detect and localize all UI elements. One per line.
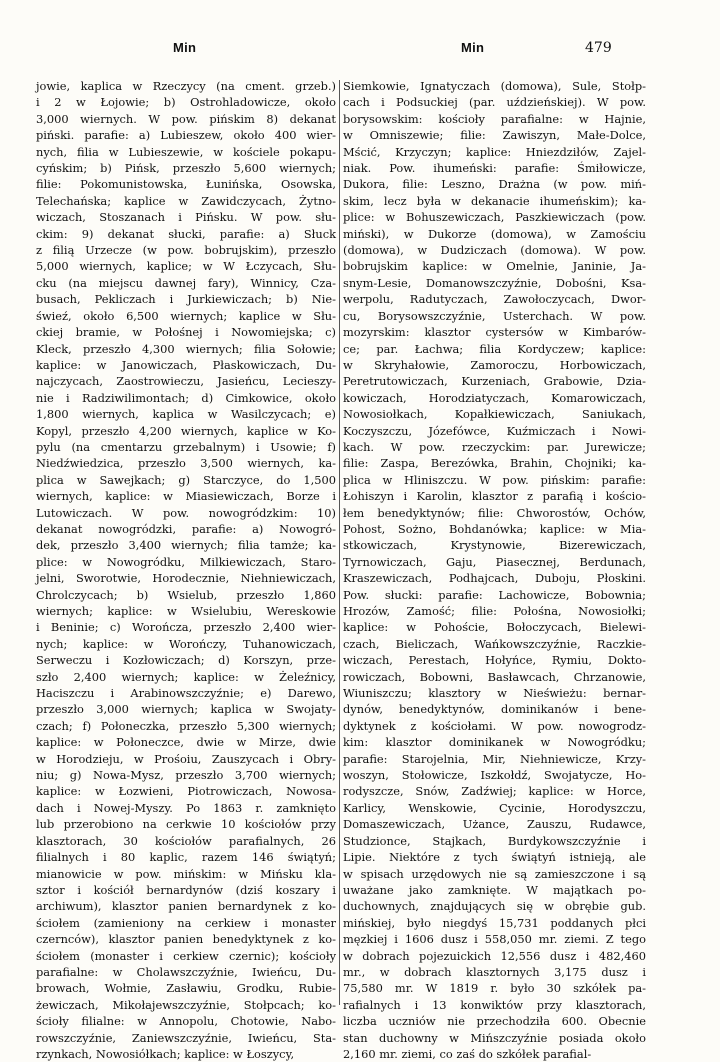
text-line: 75,580 mr. W 1819 r. było 30 szkółek pa- [343,981,646,996]
text-line: Koczyszczu, Józefówce, Kuźmiczach i Nowi- [343,423,646,438]
column-divider [339,80,340,1005]
text-line: stkowiczach, Krystynowie, Bizerewiczach, [343,538,646,553]
right-text-column [343,78,646,1061]
text-line: Telechańska; kaplice w Zawidczycach, Żytno- [36,193,336,208]
text-line: borysowskim: kościoły parafialne: w Hajnie, [343,111,646,126]
text-line: 2,160 mr. ziemi, co zaś do szkółek parafial- [343,1046,592,1061]
running-head-right: Min [461,40,485,55]
text-line: 1,800 wiernych, kaplica w Wasilczycach; e) [36,407,336,422]
text-line: Hrozów, Zamość; filie: Połośna, Nowosiołki; [343,604,646,618]
text-line: duchownych, znajdujących się w obrębie gub. [343,899,646,914]
text-line: niu; g) Nowa-Mysz, przeszło 3,700 wiernych; [36,768,336,783]
text-line: plica w Sawejkach; g) Starczyce, do 1,500 [36,472,336,487]
text-line: kaplice: w Połoneczce, dwie w Mirze, dwie [36,735,336,750]
text-line: Domaszewiczach, Użance, Zauszu, Rudawce, [343,817,646,832]
text-line: Pohost, Sożno, Bohdanówka; kaplice: w Mia- [343,521,646,536]
text-line: cku (na miejscu dawnej fary), Winnicy, Cza- [36,275,336,290]
text-line: browach, Wołmie, Zasławiu, Grodku, Rubie- [36,981,336,996]
text-line: skim, lecz była w dekanacie ihumeńskim); ka- [343,193,646,208]
text-line: mińskiej, było niegdyś 15,731 poddanych płci [343,915,646,930]
text-line: i 2 w Łojowie; b) Ostrohladowicze, około [36,95,336,110]
text-line: wiczach, Perestach, Hołyńce, Rymiu, Dokto- [343,653,646,668]
text-line: cach i Podsuckiej (par. uździeńskiej). W pow. [343,95,646,110]
text-line: rodyszcze, Snów, Zadźwiej; kaplice: w Horce, [343,784,646,799]
text-line: plica w Hliniszczu. W pow. pińskim: parafie: [343,472,646,487]
text-line: z filią Urzecze (w pow. bobrujskim), przeszło [36,243,336,258]
text-line: Studzionce, Stajkach, Burdykowszczyźnie i [343,833,646,848]
text-line: szło 2,400 wiernych; kaplice: w Żeleźnicy, [36,669,336,684]
text-line: 3,000 wiernych. W pow. pińskim 8) dekanat [36,111,336,126]
text-line: najczycach, Zaostrowieczu, Jasieńcu, Lecieszy- [36,374,336,389]
text-line: dek, przeszło 3,400 wiernych; filia tamże; ka- [36,538,336,553]
text-line: archiwum), klasztor panien bernardynek z ko- [36,899,336,914]
text-line: klasztorach, 30 kościołów parafialnych, 26 [36,833,336,848]
text-line: kach. W pow. rzeczyckim: par. Jurewicze; [343,439,646,454]
text-line: busach, Pekliczach i Jurkiewiczach; b) Nie- [36,292,336,307]
text-line: rzynkach, Nowosiółkach; kaplice: w Łoszycy, [36,1046,295,1061]
text-line: męzkiej i 1606 dusz i 558,050 mr. ziemi. Z tego [343,932,646,947]
text-line: rowszczyźnie, Zaniewszczyźnie, Iwieńcu, Sta- [36,1030,336,1045]
text-line: Mścić, Krzyczyn; kaplice: Hniezdziłów, Zajel- [343,144,646,159]
text-line: dekanat nowogródzki, parafie: a) Nowogró- [36,521,336,536]
text-line: 5,000 wiernych, kaplice; w W Łczycach, Słu- [36,259,336,274]
text-line: ścioły filialne: w Annopolu, Chotowie, Nabo- [36,1014,336,1029]
text-line: kaplice: w Łozwieni, Piotrowiczach, Nowosa- [36,784,336,799]
text-line: nych; kaplice: w Worończy, Tuhanowiczach, [36,636,336,651]
text-line: Siemkowie, Ignatyczach (domowa), Sule, Stołp- [343,79,646,93]
text-line: kim: klasztor dominikanek w Nowogródku; [343,735,646,750]
text-line: łem benedyktynów; filie: Chworostów, Ochów, [343,505,646,520]
text-line: mianowicie w pow. mińskim: w Mińsku kla- [36,866,336,881]
text-line: Chrolczycach; b) Wsielub, przeszło 1,860 [36,587,336,602]
text-line: w Horodzieju, w Prośoiu, Zauszycach i Obry- [36,751,336,766]
text-line: sztor i kościół bernardynów (dziś koszary i [36,882,336,897]
text-line: świeź, około 6,500 wiernych; kaplice w Słu- [36,308,336,323]
text-line: Haciszczu i Arabinowszczyźnie; e) Darewo, [36,686,336,701]
text-line: wiczach, Stoszanach i Pińsku. W pow. słu- [36,210,336,225]
page-number: 479 [585,40,612,56]
text-line: filialnych i 80 kaplic, razem 146 świątyń; [36,850,336,865]
text-line: ściołem (monaster i cerkiew czernic); kościoły [36,948,336,963]
text-line: plice: w Nowogródku, Milkiewiczach, Staro- [36,554,336,569]
text-line: Lipie. Niektóre z tych świątyń istnieją, ale [343,850,646,865]
text-line: bobrujskim kaplice: w Omelnie, Janinie, Ja- [343,259,646,274]
text-line: woszyn, Stołowicze, Iszkołdź, Swojatycze, Ho- [343,768,646,783]
text-line: filie: Pokomunistowska, Łunińska, Osowska, [36,177,336,192]
text-line: Serweczu i Kozłowiczach; d) Korszyn, prze- [36,653,336,668]
text-line: uważane jako zamknięte. W majątkach po- [343,882,646,897]
text-line: cyńskim; b) Pińsk, przeszło 5,600 wiernych; [36,161,336,176]
text-line: czach, Bieliczach, Wańkowszczyźnie, Raczkie- [343,636,646,651]
text-line: czernców), klasztor panien benedyktynek z ko- [36,932,336,947]
text-line: niak. Pow. ihumeński: parafie: Śmiłowicze, [343,161,646,176]
text-line: ckim: 9) dekanat słucki, parafie: a) Słuck [36,226,336,241]
text-line: Karlicy, Wenskowie, Cycinie, Horodyszczu, [343,800,646,815]
text-line: mr., w dobrach klasztornych 3,175 dusz i [343,964,646,979]
text-line: rafialnych i 13 konwiktów przy klasztorach, [343,997,646,1012]
text-line: filie: Zaspa, Berezówka, Brahin, Chojniki; ka- [343,456,646,471]
text-line: ce; par. Łachwa; filia Kordyczew; kaplice: [343,341,646,356]
text-line: w spisach urzędowych nie są zamieszczone i są [343,866,646,881]
text-line: jelni, Sworotwie, Horodecznie, Niehniewiczach, [36,571,336,586]
text-line: Pow. słucki: parafie: Lachowicze, Bobownia; [343,587,646,602]
text-line: Wiuniszczu; klasztory w Nieświeżu: bernar- [343,686,646,701]
text-line: (domowa), w Dudziczach (domowa). W pow. [343,243,646,258]
text-line: Tyrnowiczach, Gaju, Piasecznej, Berdunach, [343,554,646,569]
text-line: w Omniszewie; filie: Zawiszyn, Małe-Dolce, [343,128,646,143]
text-line: jowie, kaplica w Rzeczycy (na cment. grzeb.) [36,79,336,93]
text-line: żewiczach, Mikołajewszczyźnie, Stołpcach; ko- [36,997,336,1012]
left-text-column [36,78,336,1061]
text-line: stan duchowny w Mińszczyźnie posiada około [343,1030,646,1045]
text-line: w dobrach pojezuickich 12,556 dusz i 482,460 [343,948,646,963]
text-line: plice: w Bohuszewiczach, Paszkiewiczach (pow. [343,210,646,225]
text-line: Kleck, przeszło 4,300 wiernych; filia Sołowie; [36,341,336,356]
text-line: pylu (na cmentarzu grzebalnym) i Usowie; f) [36,439,336,454]
text-line: Łohiszyn i Karolin, klasztor z parafią i kościo- [343,489,646,504]
text-line: Dukora, filie: Leszno, Drażna (w pow. miń- [343,177,646,192]
text-line: piński. parafie: a) Lubieszew, około 400 wier- [36,128,336,143]
text-line: Kraszewiczach, Podhajcach, Duboju, Płoskini. [343,571,646,586]
text-line: snym-Lesie, Domanowszczyźnie, Dobośni, Ksa- [343,275,646,290]
text-line: rowiczach, Bobowni, Basławcach, Chrzanowie, [343,669,646,684]
text-line: kowiczach, Horodziatyczach, Komarowiczach, [343,390,646,405]
text-line: wiernych, kaplice: w Miasiewiczach, Borze i [36,489,336,504]
text-line: parafie: Starojelnia, Mir, Niehniewicze, Krzy- [343,751,646,766]
text-line: mozyrskim: klasztor cystersów w Kimbarów- [343,325,646,340]
text-line: Peretrutowiczach, Kurzeniach, Grabowie, Dzia- [343,374,646,389]
text-line: nych, filia w Lubieszewie, w kościele pokapu- [36,144,336,159]
text-line: miński), w Dukorze (domowa), w Zamościu [343,226,646,241]
text-line: Nowosiołkach, Kopałkiewiczach, Saniukach, [343,407,646,422]
text-line: parafialne: w Cholawszczyźnie, Iwieńcu, Du- [36,964,336,979]
text-line: dyktynek z kościołami. W pow. nowogrodz- [343,718,646,733]
text-line: lub przerobiono na cerkwie 10 kościołów przy [36,817,336,832]
text-line: kaplice: w Janowiczach, Płaskowiczach, Du- [36,357,336,372]
text-line: dach i Nowej-Myszy. Po 1863 r. zamknięto [36,800,336,815]
text-line: Kopyl, przeszło 4,200 wiernych, kaplice w Ko- [36,423,336,438]
text-line: nie i Radziwilimontach; d) Cimkowice, około [36,390,336,405]
text-line: ściołem (zamieniony na cerkiew i monaster [36,915,336,930]
text-line: przeszło 3,000 wiernych; kaplica w Swojaty- [36,702,336,717]
running-head-left: Min [173,40,197,55]
text-line: ckiej bramie, w Połośnej i Nowomiejska; c) [36,325,336,340]
text-line: kaplice: w Pohoście, Bołoczycach, Bielewi- [343,620,646,635]
text-line: Lutowiczach. W pow. nowogródzkim: 10) [36,505,336,520]
text-line: werpolu, Radutyczach, Zawołoczycach, Dwor- [343,292,646,307]
text-line: czach; f) Połoneczka, przeszło 5,300 wiernych; [36,718,336,733]
text-line: wiernych; kaplice: w Wsielubiu, Wereskowie [36,604,336,618]
text-line: Niedźwiedzica, przeszło 3,500 wiernych, ka- [36,456,336,471]
text-line: cu, Borysowszczyźnie, Usterchach. W pow. [343,308,646,323]
text-line: liczba uczniów nie przechodziła 600. Obecnie [343,1014,646,1029]
text-line: dynów, benedyktynów, dominikanów i bene- [343,702,646,717]
text-line: i Beninie; c) Worończa, przeszło 2,400 wier- [36,620,336,635]
text-line: w Skryhałowie, Zamoroczu, Horbowiczach, [343,357,646,372]
